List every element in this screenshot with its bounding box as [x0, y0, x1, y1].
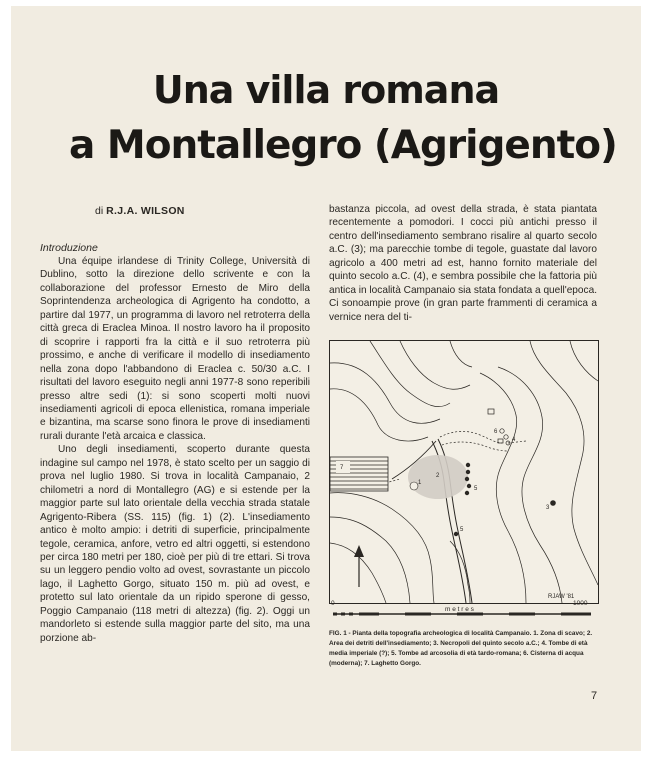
paragraph: Uno degli insediamenti, scoperto durante questa indagine sul campo nel 1978, è stato scelto per un saggio di prova nel luglio 1980. Si trova in località Campanaio, 2 chilometri a nord di Montallegro (AG) e si estende per la maggior parte sul lato orientale della vecchia strada statale Agrigento-Ribera (SS. 115) (fig. 1) (2). L'insediamento antico è molto ampio: i detriti di superficie, principalmente tegole, ceramica, anfore, vetro ed altri oggetti, si estendono per circa 180 metri per 180, cioè per più di tre ettari. Si trova su un leggero pendio volto ad ovest, sovrastante un piccolo lago, il Laghetto Gorgo, situato 150 m. più ad ovest, e protetto sul lato orientale da un ripido sperone di gesso, Poggio Campanaio (118 metri di altezza) (fig. 2). Oggi un mandorleto si estende sulla maggior parte del sito, ma una porzione ab-	[40, 444, 310, 644]
map-label: 7	[340, 465, 344, 471]
page-number: 7	[591, 690, 598, 702]
paragraph: Una équipe irlandese di Trinity College, Università di Dublino, sotto la direzione dello scrivente e con la collaborazione del professor Ernesto de Miro della Soprintendenza archeologica di Agrigento ha condotto, a partire dal 1977, un programma di lavoro nel retroterra della città greca di Eraclea Minoa. Il nostro lavoro ha il proposito di scoprire i rapporti fra la città e il suo retroterra più prossimo, e anche di verificare il modello di insediamento nella zona dopo l'abbandono di Eraclea c. 50/30 a.C. I risultati del lavoro eseguito negli anni 1977-8 sono reperibili presso altre sedi (1): si sono scoperti molti nuovi insediamenti agricoli di epoca ellenistica, romana imperiale e bizantina, ma scarse sono finora le prove di insediamenti rurali durante l'età arcaica e classica.	[40, 256, 310, 442]
title-line-1: Una villa romana	[152, 68, 500, 112]
contour-line	[570, 341, 598, 381]
middle-imperial-tombs	[500, 429, 510, 445]
topographic-map	[330, 341, 598, 603]
map-label: 2	[436, 473, 440, 479]
map-label: 5	[474, 486, 478, 492]
map-label: 1	[418, 480, 422, 486]
author-name: R.J.A. WILSON	[106, 205, 185, 217]
contour-line	[530, 341, 598, 585]
map-label: 4	[512, 437, 516, 443]
contour-line	[330, 363, 440, 423]
contour-line	[330, 517, 410, 603]
lake-laghetto-gorgo	[330, 457, 388, 491]
title-line-2: a Montallegro (Agrigento)	[69, 123, 617, 168]
scale-unit: m e t r e s	[445, 606, 474, 613]
contour-line	[480, 373, 526, 603]
necropolis	[550, 500, 556, 506]
map-label: 3	[546, 505, 550, 511]
site-map-figure	[329, 340, 599, 604]
scale-label-start: 0	[331, 600, 335, 607]
section-heading: Introduzione	[40, 242, 98, 254]
scale-bar	[329, 600, 597, 622]
paragraph: bastanza piccola, ad ovest della strada, è stata piantata recentemente a pomodori. I cocci più antichi presso il centro dell'insediamento sembrano risalire al quarto secolo a.C. (3); ma parecchie tombe di tegole, guastate dal lavoro agricolo a 400 metri ad est, hanno fornito materiale del quinto secolo a.C. (4), e sembra possibile che la fattoria più antica in località Campanaio sia stata fondata a quell'epoca. Ci sonoampie prove (in gran parte frammenti di ceramica a vernice nera del ti-	[329, 204, 597, 323]
track-dashed	[442, 442, 508, 451]
contour-line	[370, 341, 450, 407]
contour-line	[498, 367, 562, 603]
track-dashed	[440, 431, 502, 443]
contour-line	[450, 341, 472, 367]
figure-caption: FIG. 1 - Pianta della topografia archeologica di località Campanaio. 1. Zona di scavo; 2. Area dei detriti dell'insediamento; 3. Necropoli del quinto secolo a.C.; 4. Tombe di età media imperiale (?); 5. Tombe ad arcosolia di età tardo-romana; 6. Cisterna di acqua (moderna); 7. Laghetto Gorgo.	[329, 630, 593, 668]
north-arrow-icon	[354, 545, 364, 587]
journal-page	[11, 6, 641, 751]
contour-line	[330, 389, 428, 441]
map-signature: RJAW '81	[548, 594, 575, 600]
track-dashed	[508, 441, 526, 443]
author-prefix: di	[95, 205, 104, 217]
author-byline	[95, 205, 185, 217]
left-column	[40, 255, 310, 645]
scale-label-end: 1000	[573, 600, 588, 607]
cistern	[488, 409, 494, 414]
contour-line	[400, 341, 470, 389]
right-column	[329, 203, 597, 324]
excavation-zone	[410, 482, 418, 490]
map-label: 5	[460, 527, 464, 533]
map-label: 6	[494, 429, 498, 435]
